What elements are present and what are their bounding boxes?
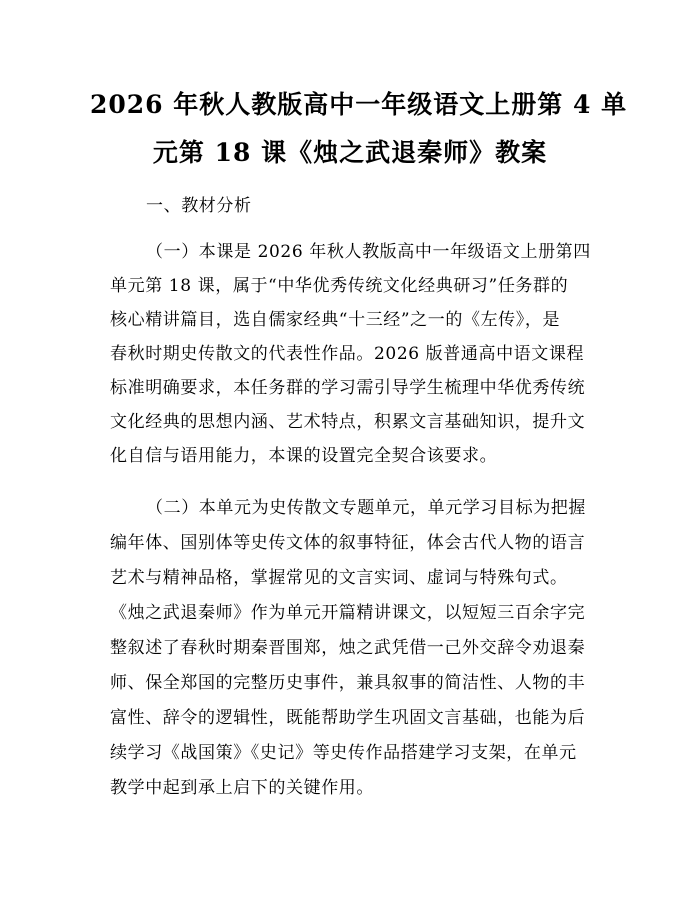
document-title-line-1: 2026 年秋人教版高中一年级语文上册第 4 单 — [90, 90, 628, 119]
paragraph-2-line: 编年体、国别体等史传文体的叙事特征，体会古代人物的语言 — [110, 533, 586, 553]
paragraph-1-line: 化自信与语用能力，本课的设置完全契合该要求。 — [110, 446, 498, 466]
paragraph-1-line: 文化经典的思想内涵、艺术特点，积累文言基础知识，提升文 — [110, 412, 586, 432]
paragraph-1-line: 单元第 18 课，属于“中华优秀传统文化经典研习”任务群的 — [110, 276, 569, 296]
paragraph-2-line: （二）本单元为史传散文专题单元，单元学习目标为把握 — [146, 498, 586, 518]
paragraph-2-line: 富性、辞令的逻辑性，既能帮助学生巩固文言基础，也能为后 — [110, 708, 586, 728]
paragraph-1-line: 标准明确要求，本任务群的学习需引导学生梳理中华优秀传统 — [110, 378, 586, 398]
paragraph-2-line: 整叙述了春秋时期秦晋围郑，烛之武凭借一己外交辞令劝退秦 — [110, 638, 586, 658]
paragraph-2-line: 教学中起到承上启下的关键作用。 — [110, 778, 374, 798]
paragraph-1-line: （一）本课是 2026 年秋人教版高中一年级语文上册第四 — [146, 242, 591, 262]
paragraph-2-line: 《烛之武退秦师》作为单元开篇精讲课文，以短短三百余字完 — [110, 603, 586, 623]
section-heading: 一、教材分析 — [146, 196, 252, 216]
paragraph-1-line: 核心精讲篇目，选自儒家经典“十三经”之一的《左传》，是 — [110, 310, 561, 330]
paragraph-2-line: 师、保全郑国的完整历史事件，兼具叙事的简洁性、人物的丰 — [110, 673, 586, 693]
paragraph-1-line: 春秋时期史传散文的代表性作品。2026 版普通高中语文课程 — [110, 344, 585, 364]
paragraph-2-line: 艺术与精神品格，掌握常见的文言实词、虚词与特殊句式。 — [110, 568, 568, 588]
paragraph-2-line: 续学习《战国策》《史记》等史传作品搭建学习支架，在单元 — [110, 743, 577, 763]
document-title-line-2: 元第 18 课《烛之武退秦师》教案 — [152, 138, 548, 167]
